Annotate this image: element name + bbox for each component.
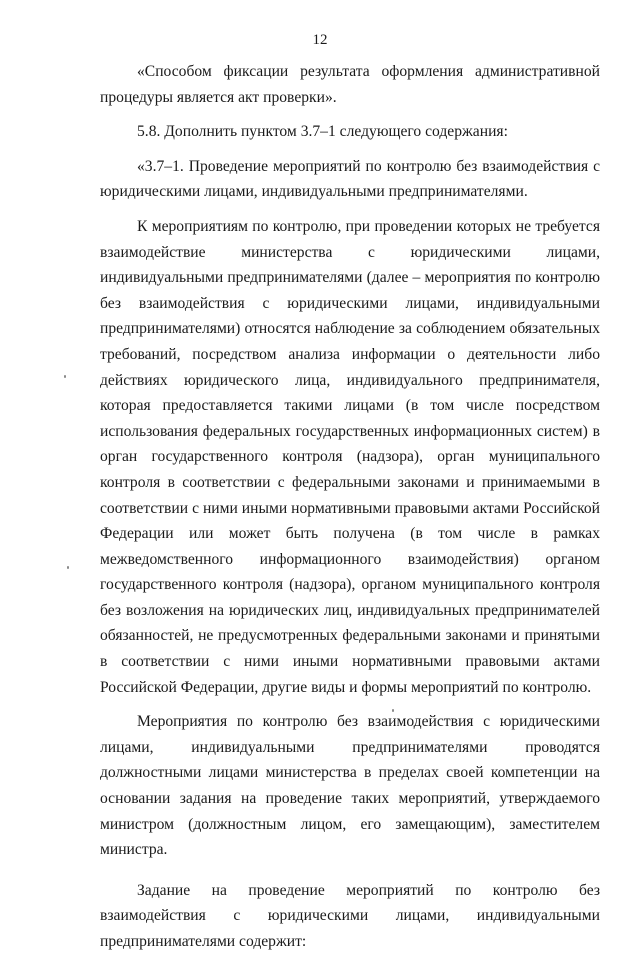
paragraph-item-5-8: 5.8. Дополнить пунктом 3.7–1 следующего содержания:: [137, 123, 508, 141]
page-number: 12: [312, 32, 328, 48]
scan-speck: [392, 709, 394, 712]
paragraph-task-contents: Задание на проведение мероприятий по контролю без взаимодействия с юридическими лицами, индивидуальными предпринимателями содержит:: [100, 881, 600, 950]
document-body: [100, 59, 600, 955]
paragraph-item-3-7-1-heading: «3.7–1. Проведение мероприятий по контролю без взаимодействия с юридическими лицами, индивидуальными предпринимателями.: [100, 157, 600, 201]
paragraph-control-measures-conduct: Мероприятия по контролю без взаимодействия с юридическими лицами, индивидуальными предпринимателями проводятся должностными лицами министерства в пределах своей компетенции на основании задания на проведение таких мероприятий, утверждаемого министром (должностным лицом, его замещающим), заместителем министра.: [100, 713, 600, 859]
scan-speck: [67, 566, 69, 569]
paragraph-procedure-result: «Способом фиксации результата оформления административной процедуры является акт проверки».: [100, 63, 600, 106]
scan-speck: [64, 375, 66, 378]
paragraph-control-measures-definition: К мероприятиям по контролю, при проведении которых не требуется взаимодействие министерства с юридическими лицами, индивидуальными предпринимателями (далее – мероприятия по контролю без взаимодействия с юридическими лицами, индивидуальными предпринимателями) относятся наблюдение за соблюдением обязательных требований, посредством анализа информации о деятельности либо действиях юридического лица, индивидуального предпринимателя, которая предоставляется такими лицами (в том числе посредством использования федеральных государственных информационных систем) в орган государственного контроля (надзора), орган муниципального контроля в соответствии с федеральными законами и принимаемыми в соответствии с ними иными нормативными правовыми актами Российской Федерации или может быть получена (в том числе в рамках межведомственного информационного взаимодействия) органом государственного контроля (надзора), органом муниципального контроля без возложения на юридических лиц, индивидуальных предпринимателей обязанностей, не предусмотренных федеральными законами и принятыми в соответствии с ними иными нормативными правовыми актами Российской Федерации, другие виды и формы мероприятий по контролю.: [100, 217, 600, 696]
